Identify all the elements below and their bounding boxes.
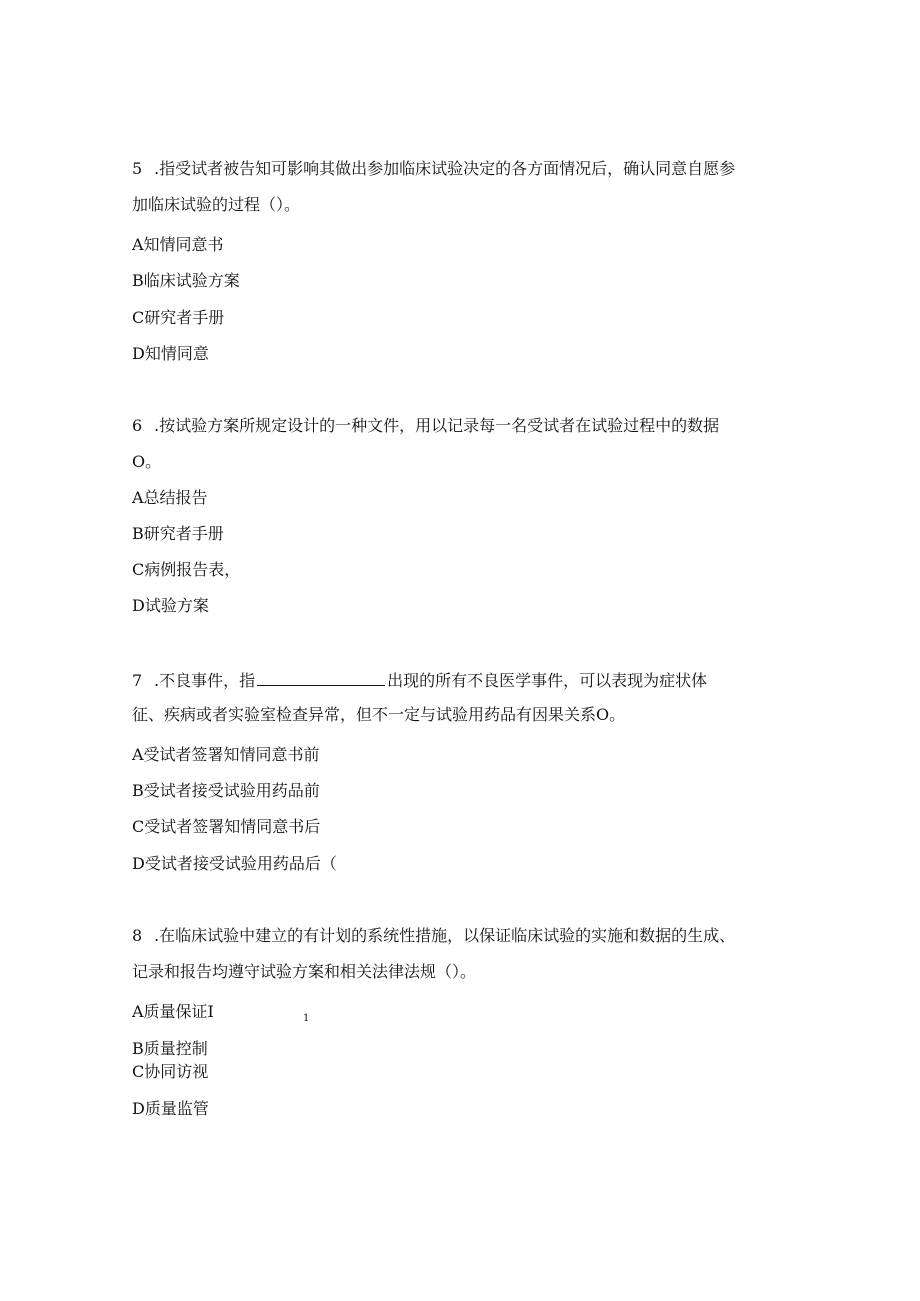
question-7-option-d: D受试者接受试验用药品后（: [132, 854, 337, 873]
fill-in-blank: [257, 671, 385, 686]
question-text-before-blank: .不良事件，指: [154, 671, 256, 690]
question-number: 5: [132, 159, 143, 178]
question-text: .按试验方案所规定设计的一种文件，用以记录每一名受试者在试验过程中的数据: [154, 416, 720, 435]
question-6-option-d: D试验方案: [132, 596, 209, 615]
question-6-stem-line1: [132, 418, 719, 434]
question-5-stem-line2: 加临床试验的过程（）。: [132, 195, 301, 214]
question-5-option-a: A知情同意书: [132, 235, 224, 254]
question-6-option-c: C病例报告表，: [132, 560, 241, 579]
question-7-option-c: C受试者签署知情同意书后: [132, 817, 321, 836]
question-8-option-b: B质量控制: [132, 1039, 208, 1058]
question-5-option-c: C研究者手册: [132, 308, 225, 327]
question-8-option-c: C协同访视: [132, 1062, 209, 1081]
question-text: .指受试者被告知可影响其做出参加临床试验决定的各方面情况后，确认同意自愿参: [154, 159, 736, 178]
question-5-option-b: B临床试验方案: [132, 271, 240, 290]
question-text: .在临床试验中建立的有计划的系统性措施，以保证临床试验的实施和数据的生成、: [154, 926, 736, 945]
question-8-stem-line1: [132, 928, 735, 944]
question-6-stem-line2: O。: [132, 452, 162, 471]
question-number: 7: [132, 671, 143, 690]
question-5-option-d: D知情同意: [132, 344, 209, 363]
question-5-stem-line1: [132, 161, 735, 177]
question-7-stem-line2: 征、疾病或者实验室检查异常，但不一定与试验用药品有因果关系O。: [132, 705, 626, 724]
question-6-option-a: A总结报告: [132, 488, 208, 507]
question-7-stem-line1: [132, 671, 707, 689]
question-7-option-b: B受试者接受试验用药品前: [132, 781, 320, 800]
question-8-option-a: A质量保证I: [132, 1002, 214, 1021]
question-6-option-b: B研究者手册: [132, 524, 224, 543]
page-number: 1: [303, 1013, 310, 1024]
question-number: 8: [132, 926, 143, 945]
question-7-option-a: A受试者签署知情同意书前: [132, 745, 320, 764]
question-8-option-d: D质量监管: [132, 1099, 209, 1118]
question-text-after-blank: 出现的所有不良医学事件，可以表现为症状体: [387, 671, 708, 690]
question-number: 6: [132, 416, 143, 435]
question-8-stem-line2: 记录和报告均遵守试验方案和相关法律法规（）。: [132, 962, 477, 981]
